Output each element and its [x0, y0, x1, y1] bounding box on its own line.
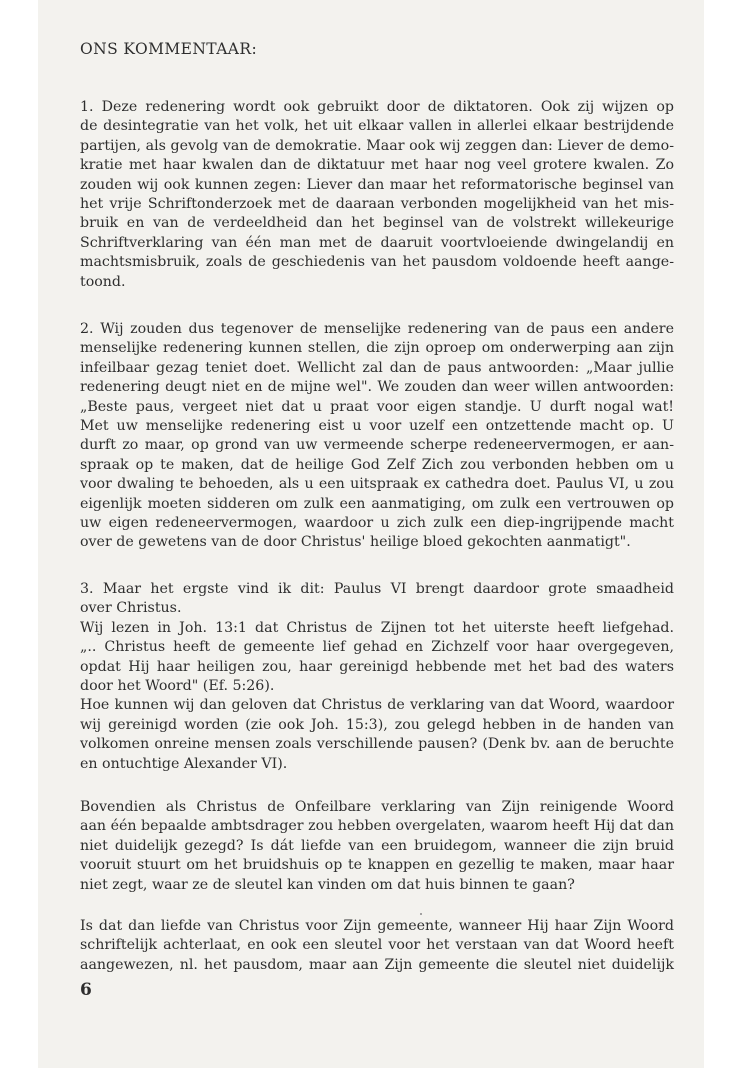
text-line: aangewezen, nl. het pausdom, maar aan Zijn gemeente die sleutel niet duidelijk [80, 956, 674, 973]
text-line: redenering deugt niet en de mijne wel". We zouden dan weer willen antwoorden: [80, 379, 674, 396]
text-line: infeilbaar gezag teniet doet. Wellicht zal dan de paus antwoorden: „Maar jullie [80, 359, 674, 376]
paragraph-3 [80, 580, 674, 774]
text-line: machtsmisbruik, zoals de geschiedenis van het pausdom voldoende heeft aange- [80, 254, 674, 271]
text-line: partijen, als gevolg van de demokratie. Maar ook wij zeggen dan: Liever de demo- [80, 137, 674, 154]
text-line: eigenlijk moeten sidderen om zulk een aanmatiging, om zulk een vertrouwen op [80, 495, 674, 512]
text-line: niet duidelijk gezegd? Is dát liefde van een bruidegom, wanneer die zijn bruid [80, 837, 674, 854]
text-line: durft zo maar, op grond van uw vermeende scherpe redeneervermogen, er aan- [80, 437, 674, 454]
text-line: het vrije Schriftonderzoek met de daaraan verbonden mogelijkheid van het mis- [80, 196, 674, 213]
text-line: Is dat dan liefde van Christus voor Zijn gemeente, wanneer Hij haar Zijn Woord [80, 918, 674, 934]
text-line: kratie met haar kwalen dan de diktatuur met haar nog veel grotere kwalen. Zo [80, 157, 674, 174]
text-line: bruik en van de verdeeldheid dan het beginsel van de volstrekt willekeurige [80, 215, 674, 232]
text-line: Bovendien als Christus de Onfeilbare verklaring van Zijn reinigende Woord [80, 799, 674, 815]
text-line: vooruit stuurt om het bruidshuis op te knappen en gezellig te maken, maar haar [80, 857, 674, 874]
text-line: uw eigen redeneervermogen, waardoor u zich zulk een diep-ingrijpende macht [80, 515, 674, 532]
paragraph-5 [80, 917, 674, 975]
paragraph-2 [80, 320, 674, 553]
page-number: 6 [80, 980, 92, 1000]
text-line: wij gereinigd worden (zie ook Joh. 15:3), zou gelegd hebben in de handen van [80, 716, 674, 733]
paragraph-1 [80, 98, 674, 292]
text-line: opdat Hij haar heiligen zou, haar gereinigd hebbende met het bad des waters [80, 658, 674, 675]
text-line: door het Woord" (Ef. 5:26). [80, 678, 275, 695]
text-line: 1. Deze redenering wordt ook gebruikt door de diktatoren. Ook zij wijzen op [80, 99, 674, 115]
text-line: over de gewetens van de door Christus' heilige bloed gekochten aanmatigt". [80, 534, 631, 551]
text-line: schriftelijk achterlaat, en ook een sleutel voor het verstaan van dat Woord heeft [80, 937, 674, 954]
section-heading: ONS KOMMENTAAR: [80, 40, 258, 58]
text-line: Met uw menselijke redenering eist u voor uzelf een ontzettende macht op. U [80, 418, 674, 435]
text-line: menselijke redenering kunnen stellen, die zijn oproep om onderwerping aan zijn [80, 340, 674, 357]
text-line: aan één bepaalde ambtsdrager zou hebben overgelaten, waarom heeft Hij dat dan [80, 818, 674, 835]
text-line: over Christus. [80, 600, 182, 617]
text-line: toond. [80, 273, 126, 290]
paragraph-4 [80, 798, 674, 895]
text-line: volkomen onreine mensen zoals verschillende pausen? (Denk bv. aan de beruchte [80, 736, 674, 753]
text-line: spraak op te maken, dat de heilige God Zelf Zich zou verbonden hebben om u [80, 456, 674, 473]
text-line: „Beste paus, vergeet niet dat u praat voor eigen standje. U durft nogal wat! [80, 398, 674, 415]
text-line: Wij lezen in Joh. 13:1 dat Christus de Zijnen tot het uiterste heeft liefgehad. [80, 619, 674, 636]
text-line: 2. Wij zouden dus tegenover de menselijke redenering van de paus een andere [80, 321, 674, 337]
text-line: en ontuchtige Alexander VI). [80, 755, 288, 772]
document-page [38, 0, 704, 1068]
text-line: voor dwaling te behoeden, als u een uitspraak ex cathedra doet. Paulus VI, u zou [80, 476, 674, 493]
text-line: Hoe kunnen wij dan geloven dat Christus de verklaring van dat Woord, waardoor [80, 697, 674, 714]
text-line: Schriftverklaring van één man met de daaruit voortvloeiende dwingelandij en [80, 234, 674, 251]
text-line: niet zegt, waar ze de sleutel kan vinden om dat huis binnen te gaan? [80, 876, 575, 893]
text-line: „.. Christus heeft de gemeente lief gehad en Zichzelf voor haar overgegeven, [80, 639, 674, 656]
stray-ink-dot [420, 913, 422, 915]
text-line: 3. Maar het ergste vind ik dit: Paulus VI brengt daardoor grote smaadheid [80, 581, 674, 597]
text-line: zouden wij ook kunnen zegen: Liever dan maar het reformatorische beginsel van [80, 176, 674, 193]
text-line: de desintegratie van het volk, het uit elkaar vallen in allerlei elkaar bestrijdende [80, 118, 674, 135]
